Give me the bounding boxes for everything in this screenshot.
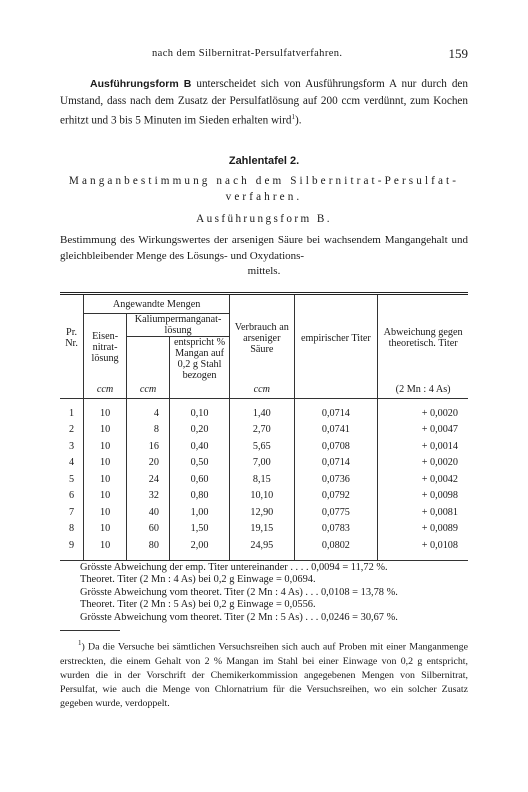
zahlentafel-subtitle-1: Manganbestimmung nach dem Silbernitrat-Persulfat-	[68, 175, 460, 187]
cell-nr: 7	[69, 506, 75, 518]
header-eisen: Eisen-nitrat-lösung	[84, 314, 127, 382]
cell-abw: + 0,0108	[378, 537, 468, 554]
cell-kalium: 80	[127, 537, 170, 554]
cell-mangan: 0,80	[169, 488, 229, 505]
cell-verbrauch: 7,00	[230, 455, 294, 472]
summary-notes	[80, 562, 468, 624]
cell-eisen: 10	[84, 399, 127, 422]
footnote-mark: 1	[78, 639, 82, 647]
cell-abw: + 0,0098	[378, 488, 468, 505]
cell-kalium: 20	[127, 455, 170, 472]
intro-lead: Ausführungsform B	[90, 78, 192, 90]
table-row	[60, 488, 468, 505]
note-line: Theoret. Titer (2 Mn : 4 As) bei 0,2 g Einwage = 0,0694.	[80, 574, 316, 586]
cell-abw: + 0,0089	[378, 521, 468, 538]
cell-abw: + 0,0047	[378, 422, 468, 439]
table-row	[60, 399, 468, 422]
cell-titer: 0,0783	[294, 521, 378, 538]
cell-titer: 0,0802	[294, 537, 378, 554]
intro-text: unterscheidet sich von Ausführungsform A nur durch den Umstand, dass nach dem Zusatz der Persulfatlösung auf 200 ccm verdünnt, zum Kochen erhitzt und 3 bis 5 Minuten im Sieden erhalten wird	[60, 78, 468, 127]
header-verbrauch: Verbrauch an arseniger Säure	[230, 294, 294, 382]
cell-abw: + 0,0020	[378, 455, 468, 472]
running-head	[60, 48, 468, 62]
table-row	[60, 438, 468, 455]
cell-titer: 0,0714	[294, 455, 378, 472]
unit-verbrauch: ccm	[230, 381, 294, 399]
cell-titer: 0,0792	[294, 488, 378, 505]
cell-titer: 0,0736	[294, 471, 378, 488]
cell-kalium: 40	[127, 504, 170, 521]
cell-verbrauch: 8,15	[230, 471, 294, 488]
cell-verbrauch: 2,70	[230, 422, 294, 439]
header-kalium: Kaliumpermanganat-lösung	[127, 314, 230, 337]
intro-closing: ).	[294, 114, 302, 127]
table-row	[60, 455, 468, 472]
table-description-text: Bestimmung des Wirkungswertes der arsenigen Säure bei wachsendem Mangangehalt und gleichbleibender Menge des Lösungs- und Oxydations-	[60, 234, 468, 262]
running-title: nach dem Silbernitrat-Persulfatverfahren.	[152, 48, 343, 59]
header-angewandte: Angewandte Mengen	[84, 294, 230, 314]
cell-titer: 0,0708	[294, 438, 378, 455]
ausfuehrungsform-label: Ausführungsform B.	[196, 213, 332, 225]
cell-mangan: 0,10	[169, 399, 229, 422]
cell-mangan: 1,00	[169, 504, 229, 521]
cell-nr: 4	[69, 457, 75, 469]
cell-verbrauch: 12,90	[230, 504, 294, 521]
cell-kalium: 32	[127, 488, 170, 505]
note-line: Grösste Abweichung vom theoret. Titer (2 Mn : 5 As) . . . 0,0246 = 30,67 %.	[80, 611, 398, 623]
cell-kalium: 16	[127, 438, 170, 455]
header-nr: Pr. Nr.	[60, 294, 84, 382]
cell-titer: 0,0714	[294, 399, 378, 422]
cell-abw: + 0,0020	[378, 399, 468, 422]
cell-mangan: 2,00	[169, 537, 229, 554]
cell-titer: 0,0741	[294, 422, 378, 439]
cell-verbrauch: 10,10	[230, 488, 294, 505]
note-line: Grösste Abweichung vom theoret. Titer (2 Mn : 4 As) . . . 0,0108 = 13,78 %.	[80, 586, 398, 598]
zahlentafel-title: Zahlentafel 2.	[228, 155, 300, 167]
table-row	[60, 521, 468, 538]
cell-eisen: 10	[84, 471, 127, 488]
table-row	[60, 504, 468, 521]
cell-nr: 1	[69, 407, 75, 419]
unit-kalium: ccm	[127, 381, 170, 399]
cell-nr: 5	[69, 473, 75, 485]
cell-verbrauch: 24,95	[230, 537, 294, 554]
cell-verbrauch: 5,65	[230, 438, 294, 455]
cell-abw: + 0,0081	[378, 504, 468, 521]
cell-verbrauch: 19,15	[230, 521, 294, 538]
cell-eisen: 10	[84, 521, 127, 538]
cell-eisen: 10	[84, 537, 127, 554]
cell-kalium: 60	[127, 521, 170, 538]
cell-eisen: 10	[84, 488, 127, 505]
cell-nr: 2	[69, 424, 75, 436]
table-row	[60, 422, 468, 439]
cell-nr: 6	[69, 490, 75, 502]
note-line: Grösste Abweichung der emp. Titer untereinander . . . . 0,0094 = 11,72 %.	[80, 562, 388, 573]
cell-mangan: 0,50	[169, 455, 229, 472]
cell-nr: 3	[69, 440, 75, 452]
cell-mangan: 0,20	[169, 422, 229, 439]
unit-eisen: ccm	[84, 381, 127, 399]
cell-eisen: 10	[84, 438, 127, 455]
cell-titer: 0,0775	[294, 504, 378, 521]
footnote-rule	[60, 630, 120, 631]
cell-nr: 9	[69, 539, 75, 551]
cell-eisen: 10	[84, 455, 127, 472]
header-abweichung: Abweichung gegen theoretisch. Titer	[378, 294, 468, 382]
table-row	[60, 471, 468, 488]
header-entspricht: entspricht % Mangan auf 0,2 g Stahl bezogen	[169, 337, 229, 382]
cell-mangan: 0,40	[169, 438, 229, 455]
table-description-last: mittels.	[247, 265, 281, 277]
table-description	[60, 233, 468, 280]
footnote-text: ) Da die Versuche bei sämtlichen Versuchsreihen sich auch auf Proben mit einer Manganmenge erstreckten, die einem Gehalt von 2 % Mangan im Stahl bei einer Einwage von 0,2 g entspricht, wurden die in der Vorschrift der Chemikerkommission angegebenen Mengen von Silbernitrat, Persulfat, wie auch die Menge von Chlornatrium für die Versuchsreihen, wo ein solcher Zusatz gegeben wurde, verdoppelt.	[60, 641, 468, 710]
intro-paragraph	[60, 76, 468, 130]
cell-kalium: 24	[127, 471, 170, 488]
cell-kalium: 4	[127, 399, 170, 422]
table-row	[60, 537, 468, 554]
data-table	[60, 292, 468, 561]
cell-eisen: 10	[84, 504, 127, 521]
header-titer: empirischer Titer	[294, 294, 378, 382]
cell-verbrauch: 1,40	[230, 399, 294, 422]
cell-mangan: 1,50	[169, 521, 229, 538]
zahlentafel-subtitle-2: verfahren.	[225, 191, 303, 203]
unit-abweichung: (2 Mn : 4 As)	[378, 381, 468, 399]
cell-nr: 8	[69, 523, 75, 535]
cell-kalium: 8	[127, 422, 170, 439]
cell-abw: + 0,0014	[378, 438, 468, 455]
intro-footnote-mark: 1	[291, 113, 295, 122]
cell-mangan: 0,60	[169, 471, 229, 488]
note-line: Theoret. Titer (2 Mn : 5 As) bei 0,2 g Einwage = 0,0556.	[80, 599, 316, 611]
page-number: 159	[448, 46, 468, 61]
cell-eisen: 10	[84, 422, 127, 439]
cell-abw: + 0,0042	[378, 471, 468, 488]
table-body	[60, 399, 468, 554]
footnote	[60, 636, 468, 711]
